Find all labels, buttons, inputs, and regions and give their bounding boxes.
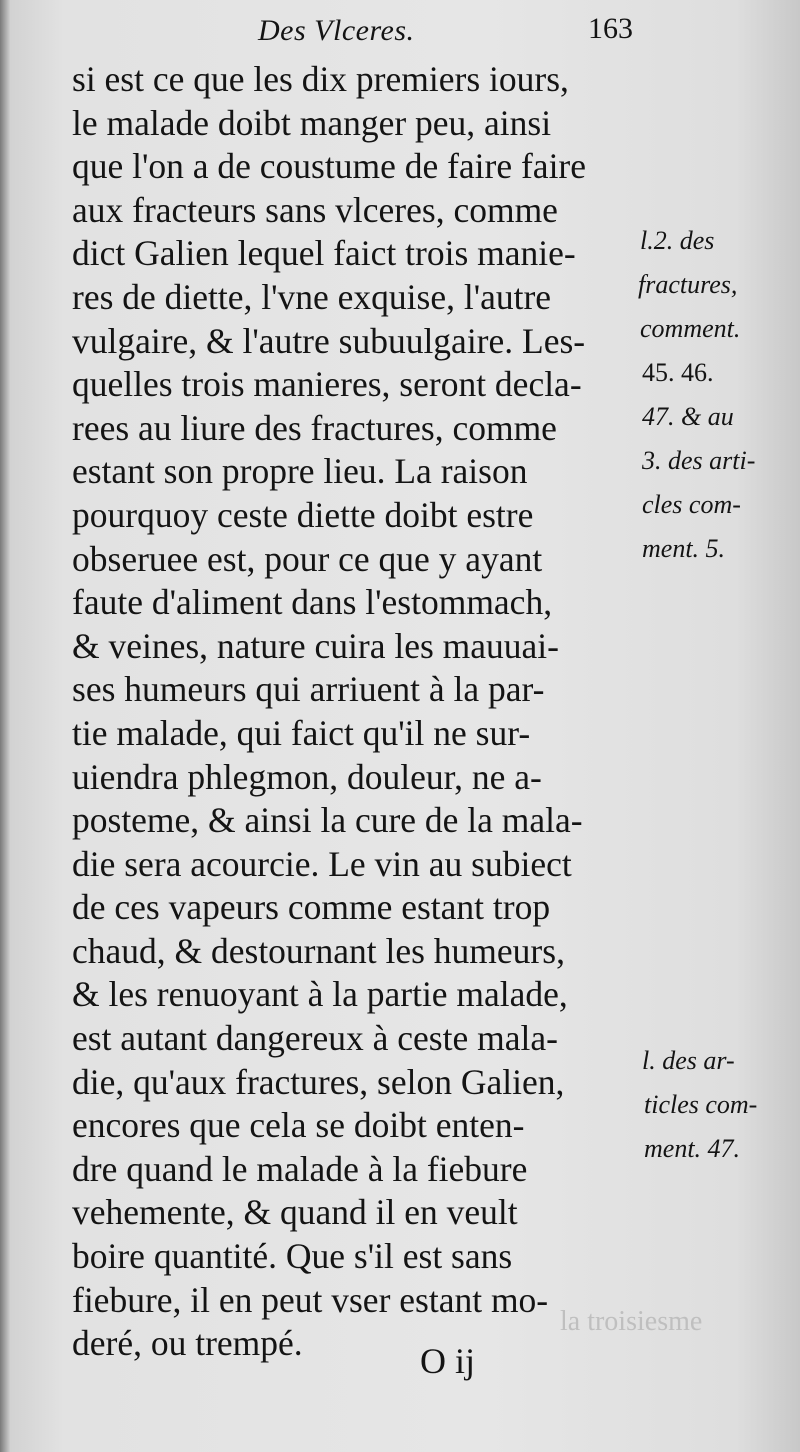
page-number: 163 [588, 12, 633, 45]
text-line: fiebure, il en peut vser estant mo- [72, 1279, 549, 1320]
text-line: vulgaire, & l'autre subuulgaire. Les- [72, 320, 586, 361]
margin-note: fractures, [638, 270, 738, 299]
text-line: boire quantité. Que s'il est sans [72, 1236, 513, 1277]
margin-note: ment. 5. [642, 534, 726, 563]
text-line: obseruee est, pour ce que y ayant [72, 538, 543, 579]
text-line: que l'on a de coustume de faire faire [72, 146, 587, 187]
margin-note: ticles com- [644, 1090, 758, 1119]
text-line: faute d'aliment dans l'estommach, [72, 582, 553, 623]
bleed-through-text: la troisiesme [560, 1306, 703, 1337]
margin-note: l.2. des [640, 226, 715, 255]
text-line: tie malade, qui faict qu'il ne sur- [72, 712, 531, 753]
text-line: quelles trois manieres, seront decla- [72, 364, 582, 405]
text-line: dre quand le malade à la fiebure [72, 1148, 528, 1189]
signature-mark: O ij [420, 1341, 476, 1381]
text-line: pourquoy ceste diette doibt estre [72, 494, 534, 535]
text-line: rees au liure des fractures, comme [72, 407, 557, 448]
margin-note: l. des ar- [642, 1046, 735, 1075]
text-line: est autant dangereux à ceste mala- [72, 1018, 558, 1059]
text-line: deré, ou trempé. [72, 1323, 303, 1364]
margin-note: 45. 46. [642, 358, 714, 387]
text-line: aux fracteurs sans vlceres, comme [72, 189, 558, 230]
text-line: si est ce que les dix premiers iours, [72, 59, 569, 99]
margin-note: ment. 47. [644, 1134, 741, 1163]
text-line: le malade doibt manger peu, ainsi [72, 102, 552, 143]
text-line: uiendra phlegmon, douleur, ne a- [72, 756, 542, 797]
margin-note: 3. des arti- [642, 446, 756, 475]
text-line: chaud, & destournant les humeurs, [72, 930, 565, 971]
text-line: res de diette, l'vne exquise, l'autre [72, 276, 552, 317]
text-line: & veines, nature cuira les mauuai- [72, 625, 559, 666]
text-line: de ces vapeurs comme estant trop [72, 887, 551, 928]
margin-note: 47. & au [642, 402, 734, 431]
text-line: estant son propre lieu. La raison [72, 451, 528, 492]
text-line: die sera acourcie. Le vin au subiect [72, 843, 572, 884]
running-header-title: Des Vlceres. [258, 14, 415, 47]
text-line: vehemente, & quand il en veult [72, 1192, 518, 1233]
text-line: posteme, & ainsi la cure de la mala- [72, 800, 583, 841]
margin-note: cles com- [642, 490, 741, 519]
margin-note: comment. [640, 314, 741, 343]
text-line: die, qu'aux fractures, selon Galien, [72, 1061, 565, 1102]
text-line: dict Galien lequel faict trois manie- [72, 233, 576, 274]
text-line: ses humeurs qui arriuent à la par- [72, 669, 545, 710]
text-line: & les renuoyant à la partie malade, [72, 974, 568, 1015]
text-line: encores que cela se doibt enten- [72, 1105, 525, 1146]
